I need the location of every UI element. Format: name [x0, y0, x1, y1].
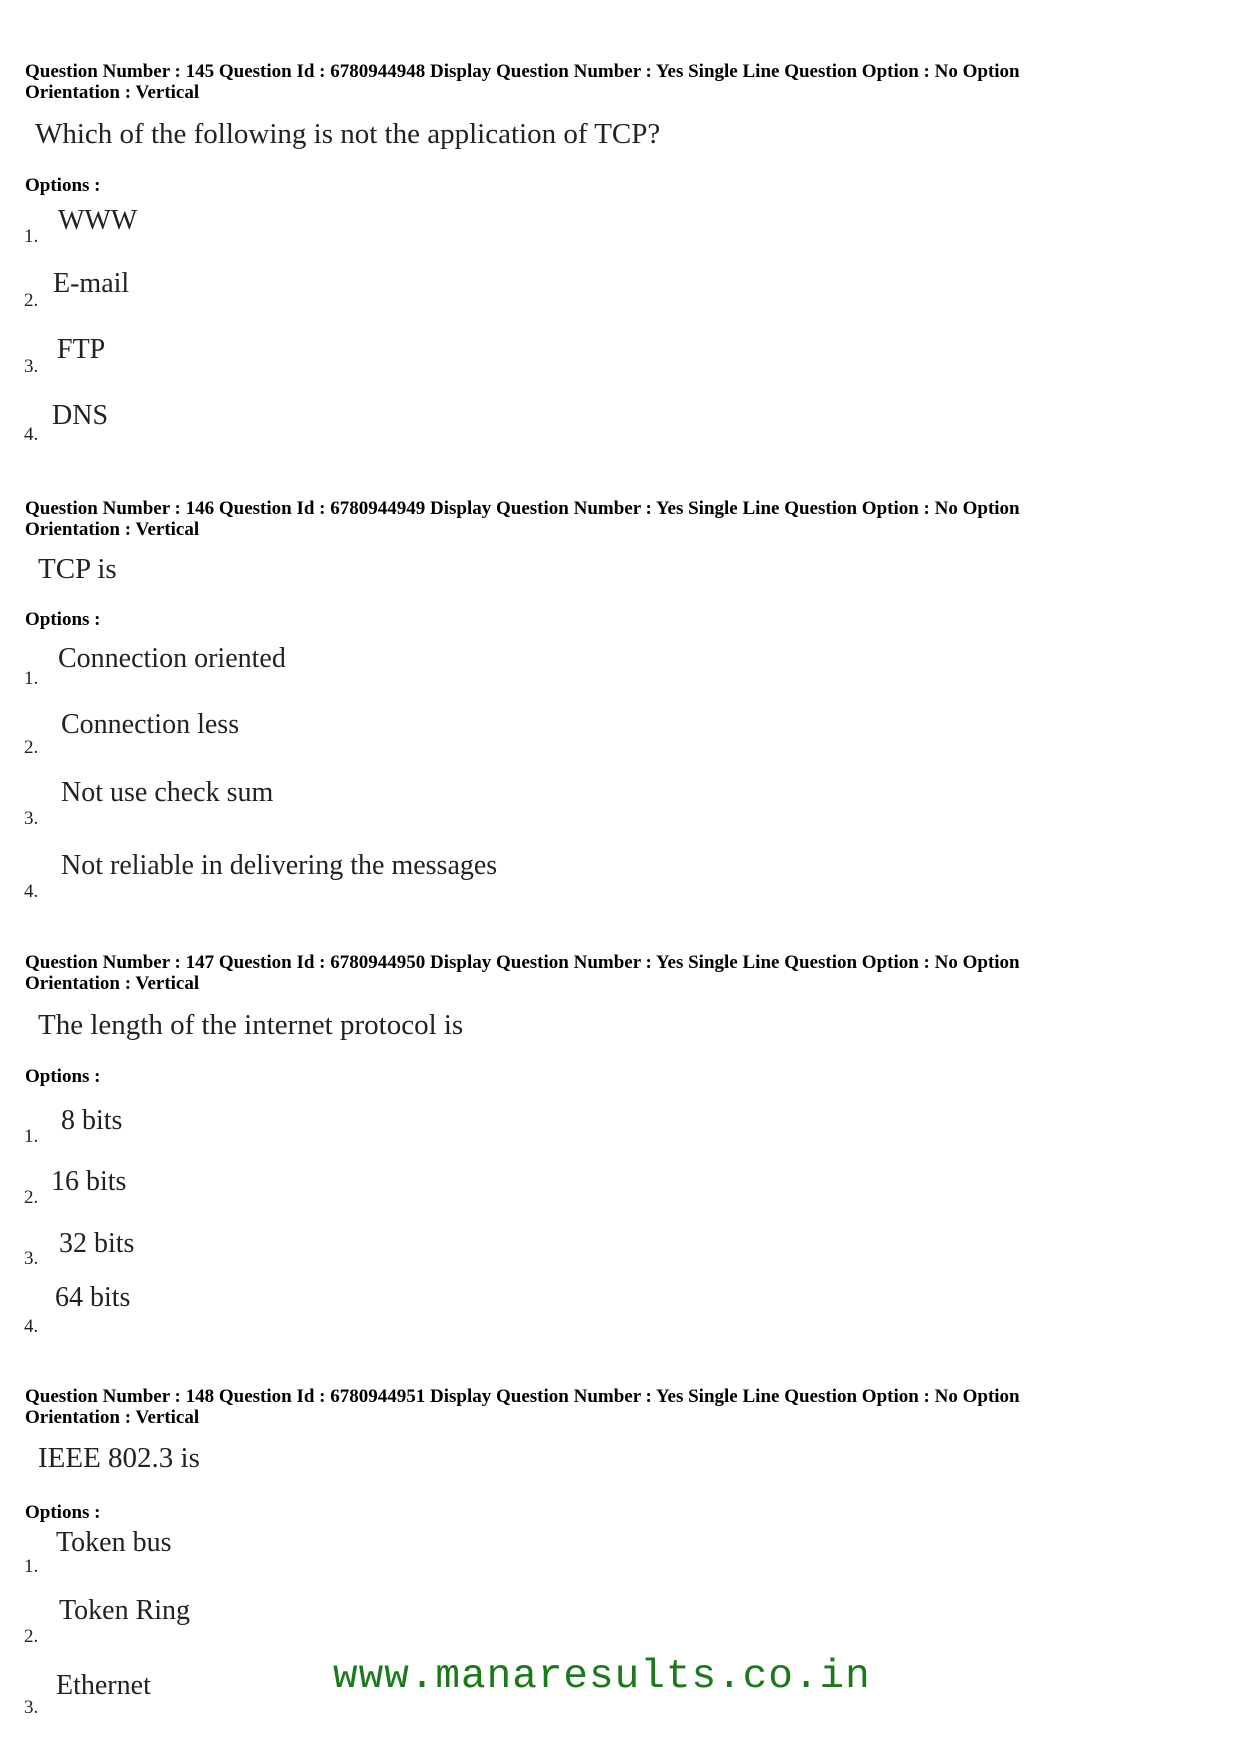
question-meta-line2: Orientation : Vertical — [25, 1407, 200, 1428]
option-number: 2. — [24, 1187, 39, 1208]
option-text: 16 bits — [51, 1166, 127, 1197]
question-145-meta — [25, 61, 1225, 103]
question-147-stem: The length of the internet protocol is — [38, 1009, 464, 1041]
question-147-options-label: Options : — [25, 1066, 101, 1087]
option-text: WWW — [58, 205, 138, 236]
question-146-options-label: Options : — [25, 609, 101, 630]
option-text: DNS — [52, 400, 109, 431]
question-147-meta — [25, 952, 1225, 994]
option-number: 1. — [24, 668, 39, 689]
option-number: 3. — [24, 808, 39, 829]
question-meta-line2: Orientation : Vertical — [25, 82, 200, 103]
option-number: 4. — [24, 1316, 39, 1337]
option-number: 3. — [24, 1248, 39, 1269]
question-145-options-label: Options : — [25, 175, 101, 196]
option-text: 8 bits — [61, 1105, 123, 1136]
option-text: Ethernet — [56, 1670, 151, 1701]
option-text: Not reliable in delivering the messages — [61, 850, 498, 881]
option-number: 3. — [24, 356, 39, 377]
question-meta-line2: Orientation : Vertical — [25, 519, 200, 540]
question-148-options-label: Options : — [25, 1502, 101, 1523]
question-meta-line1: Question Number : 148 Question Id : 6780944951 Display Question Number : Yes Single Line Question Option : No Option — [25, 1386, 1020, 1407]
question-145-stem: Which of the following is not the application of TCP? — [35, 118, 661, 150]
option-number: 1. — [24, 226, 39, 247]
question-146-stem: TCP is — [38, 553, 117, 585]
option-text: E-mail — [53, 268, 130, 299]
option-text: Not use check sum — [61, 777, 274, 808]
option-number: 4. — [24, 424, 39, 445]
option-text: 32 bits — [59, 1228, 135, 1259]
question-146-meta — [25, 498, 1225, 540]
option-text: Token Ring — [59, 1595, 191, 1626]
option-text: Connection less — [61, 709, 240, 740]
site-watermark: www.manaresults.co.in — [333, 1654, 871, 1700]
option-number: 2. — [24, 290, 39, 311]
question-meta-line1: Question Number : 146 Question Id : 6780944949 Display Question Number : Yes Single Line Question Option : No Option — [25, 498, 1020, 519]
question-meta-line1: Question Number : 145 Question Id : 6780944948 Display Question Number : Yes Single Line Question Option : No Option — [25, 61, 1020, 82]
option-text: Connection oriented — [58, 643, 286, 674]
option-number: 2. — [24, 1626, 39, 1647]
question-148-meta — [25, 1386, 1225, 1428]
question-meta-line2: Orientation : Vertical — [25, 973, 200, 994]
question-148-stem: IEEE 802.3 is — [38, 1442, 200, 1474]
option-number: 3. — [24, 1697, 39, 1718]
option-number: 1. — [24, 1556, 39, 1577]
question-meta-line1: Question Number : 147 Question Id : 6780944950 Display Question Number : Yes Single Line Question Option : No Option — [25, 952, 1020, 973]
option-number: 2. — [24, 737, 39, 758]
option-text: Token bus — [56, 1527, 172, 1558]
option-number: 1. — [24, 1126, 39, 1147]
option-number: 4. — [24, 881, 39, 902]
option-text: FTP — [57, 334, 106, 365]
option-text: 64 bits — [55, 1282, 131, 1313]
